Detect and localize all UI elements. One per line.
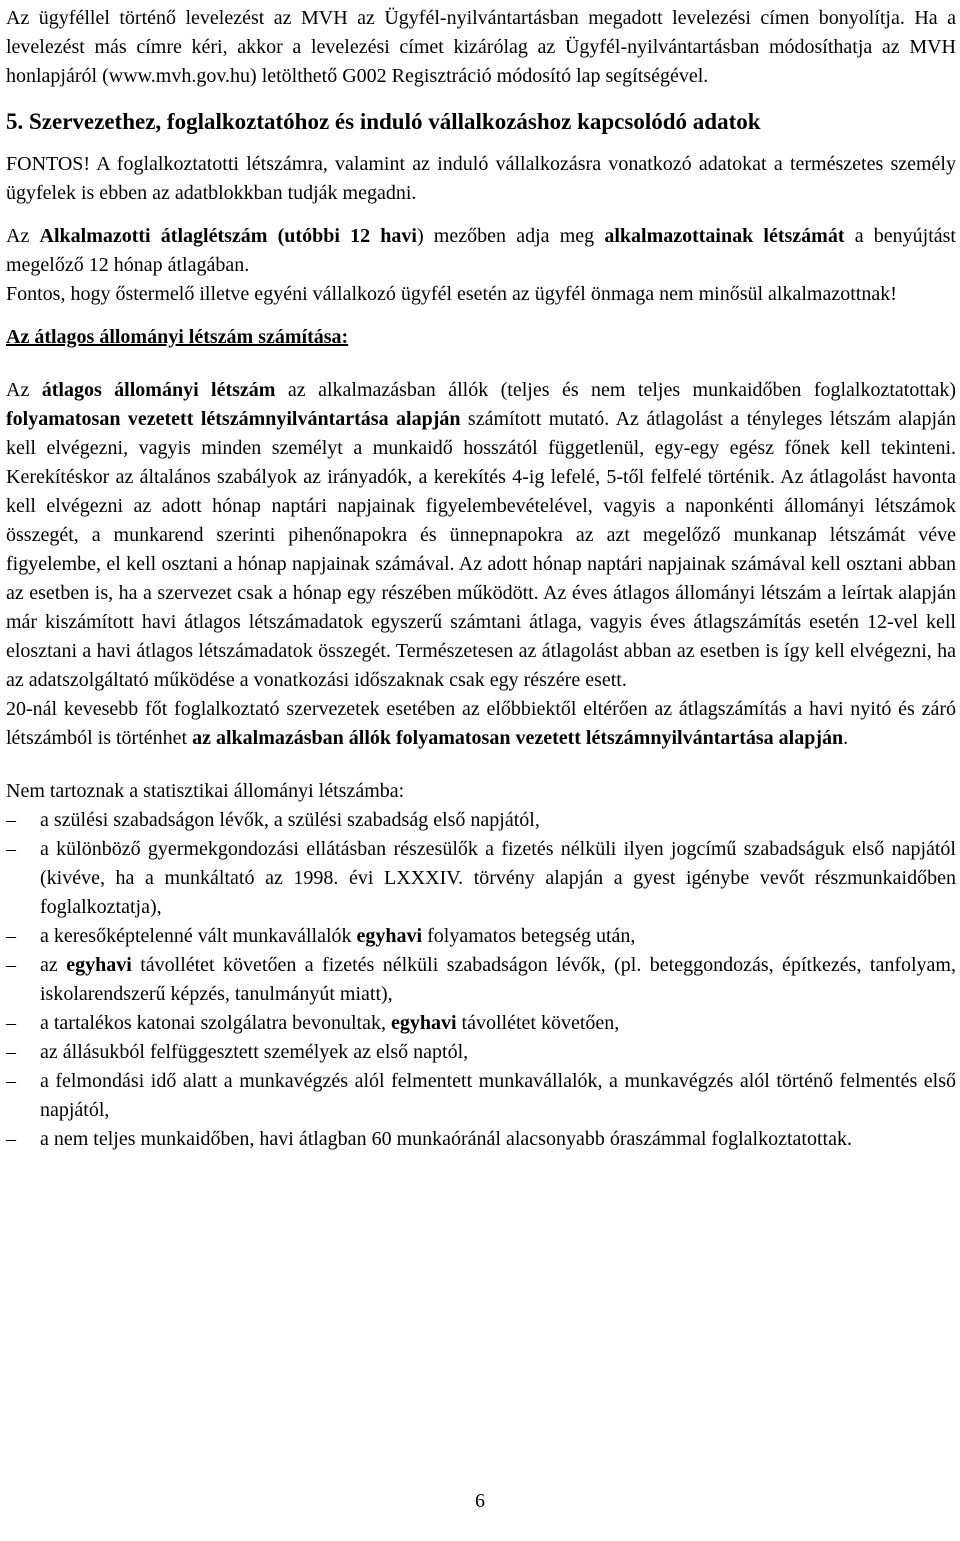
text-run: 20-nál kevesebb főt foglalkoztató szervezetek esetében az előbbiektől eltérően az átlagszámítás a havi nyitó és záró létszámból is történhet — [6, 698, 956, 749]
dash-bullet: – — [6, 1128, 16, 1150]
intro-paragraph: Az ügyféllel történő levelezést az MVH az Ügyfél-nyilvántartásban megadott levelezési címen bonyolítja. Ha a levelezést más címre kéri, akkor a levelezési címet kizárólag az Ügyfél-nyilvántartásban módosíthatja az MVH honlapjáról (www.mvh.gov.hu) letölthető G002 Regisztráció módosító lap segítségével. — [6, 7, 956, 87]
text-run: az állásukból felfüggesztett személyek az első naptól, — [40, 1041, 469, 1063]
text-run: az — [40, 954, 67, 976]
document-page — [6, 0, 956, 1154]
exclusion-list — [6, 806, 956, 1154]
bold-run: átlagos állományi létszám — [41, 379, 276, 401]
bold-run: egyhavi — [390, 1012, 457, 1034]
calc-paragraph — [6, 376, 956, 695]
list-item — [6, 835, 956, 922]
bold-run: egyhavi — [66, 954, 132, 976]
text-run: a keresőképtelenné vált munkavállalók — [40, 925, 357, 947]
dash-bullet: – — [6, 838, 16, 860]
section-heading: 5. Szervezethez, foglalkoztatóhoz és induló vállalkozáshoz kapcsolódó adatok — [6, 109, 761, 134]
dash-bullet: – — [6, 925, 16, 947]
text-run: a különböző gyermekgondozási ellátásban részesülők a fizetés nélküli ilyen jogcímű szabadságuk első napjától (kivéve, ha a munkáltató az 1998. évi LXXXIV. törvény alapján a gyest igénybe vevőt részmunkaidőben foglalkoztatja), — [40, 838, 956, 918]
list-item — [6, 922, 956, 951]
text-run: számított mutató. Az átlagolást a tényleges létszám alapján kell elvégezni, vagyis minden személyt a munkaidő hosszától függetlenül, egy-egy egész főnek kell tekinteni. Kerekítéskor az általános szabályok az irányadók, a kerekítés 4-ig lefelé, 5-től felfelé történik. Az átlagolást havonta kell elvégezni az adott hónap naptári napjainak figyelembevételével, vagyis a naponkénti állományi létszámok összegét, a munkarend szerinti pihenőnapokra és ünnepnapokra az azt megelőző munkanap létszámát véve figyelembe, el kell osztani a hónap napjainak számával. Az adott hónap naptári napjainak számával kell osztani abban az esetben is, ha a szervezet csak a hónap egy részében működött. Az éves átlagos állományi létszám a leírtak alapján már kiszámított havi átlagos létszámadatok egyszerű számtani átlaga, vagyis éves átlagszámítás esetén 12-vel kell elosztani a havi átlagos létszámadatok összegét. Természetesen az átlagolást abban az esetben is így kell elvégezni, ha az adatszolgáltató működése a vonatkozási időszaknak csak egy részére esett. — [6, 408, 956, 691]
alkalmazotti-paragraph — [6, 222, 956, 280]
fontos2-paragraph: Fontos, hogy őstermelő illetve egyéni vállalkozó ügyfél esetén az ügyfél önmaga nem minősül alkalmazottnak! — [6, 283, 897, 305]
text-run: az alkalmazásban állók (teljes és nem teljes munkaidőben foglalkoztatottak) — [275, 379, 956, 401]
list-item — [6, 1038, 956, 1067]
bold-run: alkalmazottainak létszámát — [604, 225, 845, 247]
bold-run: folyamatosan vezetett létszámnyilvántartása alapján — [6, 408, 461, 430]
list-item — [6, 1009, 956, 1038]
list-title: Nem tartoznak a statisztikai állományi létszámba: — [6, 780, 405, 802]
list-item — [6, 1067, 956, 1125]
dash-bullet: – — [6, 1012, 16, 1034]
small-org-paragraph — [6, 695, 956, 753]
text-run: a felmondási idő alatt a munkavégzés alól felmentett munkavállalók, a munkavégzés alól történő felmentés első napjától, — [40, 1070, 956, 1121]
bold-run: az alkalmazásban állók folyamatosan vezetett létszámnyilvántartása alapján — [192, 727, 844, 749]
bold-run: egyhavi — [356, 925, 423, 947]
list-item — [6, 806, 956, 835]
text-run: a benyújtást megelőző 12 hónap átlagában. — [6, 225, 956, 276]
text-run: folyamatos betegség után, — [422, 925, 636, 947]
text-run: a tartalékos katonai szolgálatra bevonultak, — [40, 1012, 391, 1034]
text-run: Az — [6, 379, 42, 401]
list-item — [6, 1125, 956, 1154]
bold-run: Alkalmazotti átlaglétszám (utóbbi 12 havi — [39, 225, 417, 247]
text-run: a szülési szabadságon lévők, a szülési szabadság első napjától, — [40, 809, 540, 831]
calc-title: Az átlagos állományi létszám számítása: — [6, 326, 349, 348]
text-run: ) mezőben adja meg — [416, 225, 605, 247]
dash-bullet: – — [6, 809, 16, 831]
dash-bullet: – — [6, 1070, 16, 1092]
fontos-paragraph: FONTOS! A foglalkoztatotti létszámra, valamint az induló vállalkozásra vonatkozó adatokat a természetes személy ügyfelek is ebben az adatblokkban tudják megadni. — [6, 153, 956, 204]
list-item — [6, 951, 956, 1009]
text-run: Az — [6, 225, 40, 247]
text-run: távollétet követően, — [456, 1012, 620, 1034]
page-number: 6 — [475, 1490, 485, 1512]
dash-bullet: – — [6, 954, 16, 976]
text-run: . — [843, 727, 849, 749]
text-run: távollétet követően a fizetés nélküli szabadságon lévők, (pl. beteggondozás, építkezés, tanfolyam, iskolarendszerű képzés, tanulmányút miatt), — [40, 954, 956, 1005]
dash-bullet: – — [6, 1041, 16, 1063]
text-run: a nem teljes munkaidőben, havi átlagban 60 munkaóránál alacsonyabb óraszámmal foglalkoztatottak. — [40, 1128, 852, 1150]
